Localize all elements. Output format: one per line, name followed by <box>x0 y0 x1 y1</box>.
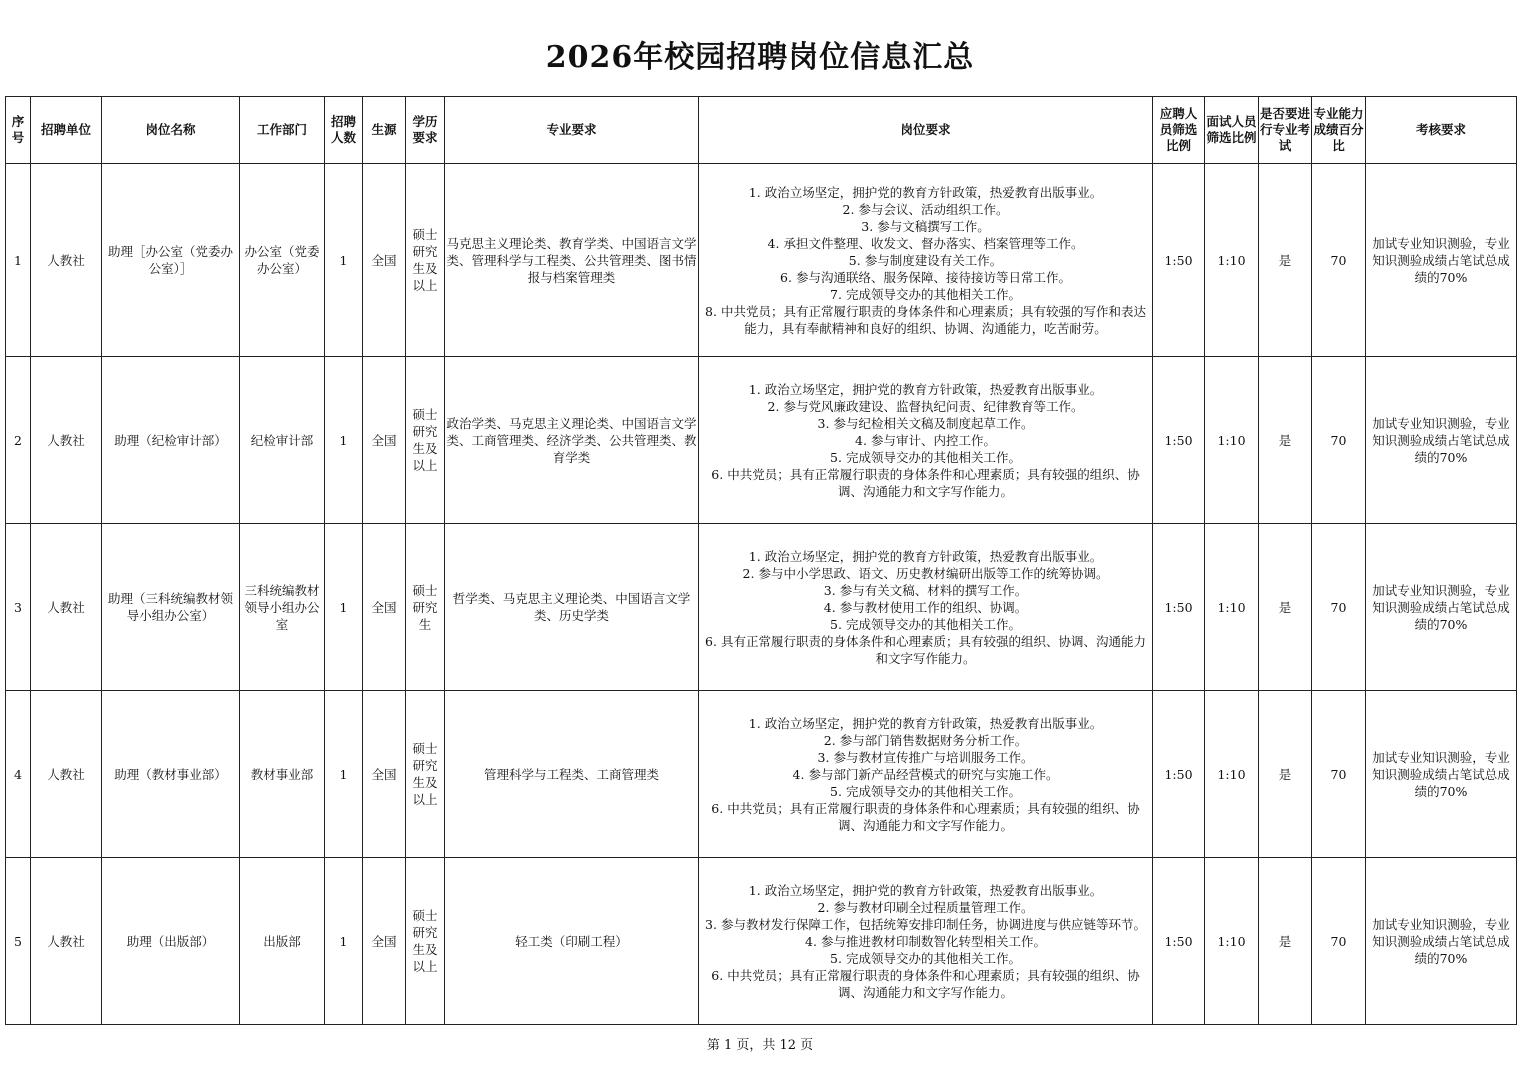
cell-position: 助理（教材事业部） <box>102 691 240 858</box>
requirement-line: 1. 政治立场坚定，拥护党的教育方针政策，热爱教育出版事业。 <box>748 548 1103 564</box>
cell-percent: 70 <box>1312 524 1366 691</box>
cell-exam: 是 <box>1259 858 1312 1025</box>
column-header: 工作部门 <box>240 97 325 164</box>
cell-interview-ratio: 1:10 <box>1205 357 1259 524</box>
requirement-line: 5. 完成领导交办的其他相关工作。 <box>830 950 1021 966</box>
requirement-line: 3. 参与文稿撰写工作。 <box>861 218 990 234</box>
cell-assess: 加试专业知识测验，专业知识测验成绩占笔试总成绩的70% <box>1366 357 1517 524</box>
cell-major: 轻工类（印刷工程） <box>445 858 699 1025</box>
cell-assess: 加试专业知识测验，专业知识测验成绩占笔试总成绩的70% <box>1366 164 1517 357</box>
cell-edu: 硕士研究生及以上 <box>406 164 445 357</box>
cell-unit: 人教社 <box>31 357 102 524</box>
requirement-line: 1. 政治立场坚定，拥护党的教育方针政策，热爱教育出版事业。 <box>748 715 1103 731</box>
cell-requirements <box>699 524 1153 691</box>
cell-apply-ratio: 1:50 <box>1153 524 1205 691</box>
header-row <box>6 97 1517 164</box>
requirement-line: 3. 参与教材宣传推广与培训服务工作。 <box>817 749 1034 765</box>
cell-apply-ratio: 1:50 <box>1153 357 1205 524</box>
requirement-line: 6. 中共党员；具有正常履行职责的身体条件和心理素质；具有较强的组织、协调、沟通能力和文字写作能力。 <box>711 466 1140 499</box>
cell-source: 全国 <box>363 858 406 1025</box>
cell-exam: 是 <box>1259 524 1312 691</box>
requirement-line: 2. 参与党风廉政建设、监督执纪问责、纪律教育等工作。 <box>767 398 1084 414</box>
cell-no: 1 <box>6 164 31 357</box>
cell-assess: 加试专业知识测验，专业知识测验成绩占笔试总成绩的70% <box>1366 691 1517 858</box>
requirement-line: 4. 参与部门新产品经营模式的研究与实施工作。 <box>792 766 1059 782</box>
requirement-line: 3. 参与教材发行保障工作，包括统筹安排印制任务，协调进度与供应链等环节。 <box>705 916 1146 932</box>
requirement-line: 8. 中共党员；具有正常履行职责的身体条件和心理素质；具有较强的写作和表达能力，具有奉献精神和良好的组织、协调、沟通能力，吃苦耐劳。 <box>705 303 1146 336</box>
cell-major: 管理科学与工程类、工商管理类 <box>445 691 699 858</box>
requirement-line: 2. 参与会议、活动组织工作。 <box>842 201 1009 217</box>
cell-percent: 70 <box>1312 691 1366 858</box>
cell-major: 政治学类、马克思主义理论类、中国语言文学类、工商管理类、经济学类、公共管理类、教育学类 <box>445 357 699 524</box>
requirement-line: 4. 参与审计、内控工作。 <box>855 432 996 448</box>
cell-interview-ratio: 1:10 <box>1205 691 1259 858</box>
cell-major: 哲学类、马克思主义理论类、中国语言文学类、历史学类 <box>445 524 699 691</box>
cell-assess: 加试专业知识测验，专业知识测验成绩占笔试总成绩的70% <box>1366 524 1517 691</box>
cell-apply-ratio: 1:50 <box>1153 691 1205 858</box>
cell-dept: 教材事业部 <box>240 691 325 858</box>
cell-position: 助理（纪检审计部） <box>102 357 240 524</box>
column-header: 岗位名称 <box>102 97 240 164</box>
cell-edu: 硕士研究生及以上 <box>406 691 445 858</box>
cell-no: 5 <box>6 858 31 1025</box>
cell-dept: 三科统编教材领导小组办公室 <box>240 524 325 691</box>
requirement-line: 1. 政治立场坚定，拥护党的教育方针政策，热爱教育出版事业。 <box>748 381 1103 397</box>
cell-requirements <box>699 858 1153 1025</box>
column-header: 考核要求 <box>1366 97 1517 164</box>
cell-position: 助理［办公室（党委办公室）］ <box>102 164 240 357</box>
page-number: 第 1 页，共 12 页 <box>706 1038 814 1053</box>
cell-requirements <box>699 164 1153 357</box>
cell-position: 助理（三科统编教材领导小组办公室） <box>102 524 240 691</box>
requirement-line: 1. 政治立场坚定，拥护党的教育方针政策，热爱教育出版事业。 <box>748 882 1103 898</box>
requirement-line: 2. 参与中小学思政、语文、历史教材编研出版等工作的统筹协调。 <box>742 565 1109 581</box>
requirement-line: 2. 参与部门销售数据财务分析工作。 <box>823 732 1028 748</box>
cell-source: 全国 <box>363 524 406 691</box>
cell-edu: 硕士研究生 <box>406 524 445 691</box>
column-header: 专业能力成绩百分比 <box>1312 97 1366 164</box>
cell-interview-ratio: 1:10 <box>1205 164 1259 357</box>
requirement-line: 6. 中共党员；具有正常履行职责的身体条件和心理素质；具有较强的组织、协调、沟通能力和文字写作能力。 <box>711 800 1140 833</box>
column-header: 专业要求 <box>445 97 699 164</box>
requirement-line: 6. 参与沟通联络、服务保障、接待接访等日常工作。 <box>780 269 1071 285</box>
cell-unit: 人教社 <box>31 164 102 357</box>
cell-dept: 办公室（党委办公室） <box>240 164 325 357</box>
cell-interview-ratio: 1:10 <box>1205 858 1259 1025</box>
requirement-line: 4. 参与推进教材印制数智化转型相关工作。 <box>805 933 1046 949</box>
cell-apply-ratio: 1:50 <box>1153 164 1205 357</box>
page-footer <box>0 1034 1520 1053</box>
requirement-line: 5. 参与制度建设有关工作。 <box>848 252 1003 268</box>
cell-interview-ratio: 1:10 <box>1205 524 1259 691</box>
cell-source: 全国 <box>363 357 406 524</box>
cell-assess: 加试专业知识测验，专业知识测验成绩占笔试总成绩的70% <box>1366 858 1517 1025</box>
page-title: 2026年校园招聘岗位信息汇总 <box>545 40 975 75</box>
cell-percent: 70 <box>1312 164 1366 357</box>
cell-position: 助理（出版部） <box>102 858 240 1025</box>
column-header: 序号 <box>6 97 31 164</box>
requirement-line: 5. 完成领导交办的其他相关工作。 <box>830 783 1021 799</box>
requirement-line: 4. 参与教材使用工作的组织、协调。 <box>823 599 1028 615</box>
table-row <box>6 858 1517 1025</box>
requirement-line: 1. 政治立场坚定，拥护党的教育方针政策，热爱教育出版事业。 <box>748 184 1103 200</box>
requirement-line: 6. 具有正常履行职责的身体条件和心理素质；具有较强的组织、协调、沟通能力和文字写作能力。 <box>705 633 1146 666</box>
cell-exam: 是 <box>1259 164 1312 357</box>
cell-count: 1 <box>325 164 363 357</box>
column-header: 招聘人数 <box>325 97 363 164</box>
job-table <box>5 96 1517 1025</box>
cell-source: 全国 <box>363 164 406 357</box>
cell-unit: 人教社 <box>31 691 102 858</box>
table-row <box>6 524 1517 691</box>
requirement-line: 3. 参与有关文稿、材料的撰写工作。 <box>823 582 1028 598</box>
column-header: 招聘单位 <box>31 97 102 164</box>
cell-no: 2 <box>6 357 31 524</box>
requirement-line: 4. 承担文件整理、收发文、督办落实、档案管理等工作。 <box>767 235 1084 251</box>
cell-major: 马克思主义理论类、教育学类、中国语言文学类、管理科学与工程类、公共管理类、图书情报与档案管理类 <box>445 164 699 357</box>
cell-requirements <box>699 691 1153 858</box>
cell-unit: 人教社 <box>31 858 102 1025</box>
requirement-line: 5. 完成领导交办的其他相关工作。 <box>830 449 1021 465</box>
column-header: 学历要求 <box>406 97 445 164</box>
cell-exam: 是 <box>1259 691 1312 858</box>
requirement-line: 7. 完成领导交办的其他相关工作。 <box>830 286 1021 302</box>
cell-percent: 70 <box>1312 858 1366 1025</box>
cell-no: 3 <box>6 524 31 691</box>
cell-no: 4 <box>6 691 31 858</box>
column-header: 应聘人员筛选比例 <box>1153 97 1205 164</box>
cell-percent: 70 <box>1312 357 1366 524</box>
cell-count: 1 <box>325 357 363 524</box>
cell-dept: 出版部 <box>240 858 325 1025</box>
requirement-line: 3. 参与纪检相关文稿及制度起草工作。 <box>817 415 1034 431</box>
cell-edu: 硕士研究生及以上 <box>406 858 445 1025</box>
column-header: 面试人员筛选比例 <box>1205 97 1259 164</box>
requirement-line: 6. 中共党员；具有正常履行职责的身体条件和心理素质；具有较强的组织、协调、沟通能力和文字写作能力。 <box>711 967 1140 1000</box>
cell-dept: 纪检审计部 <box>240 357 325 524</box>
column-header: 生源 <box>363 97 406 164</box>
cell-exam: 是 <box>1259 357 1312 524</box>
requirement-line: 5. 完成领导交办的其他相关工作。 <box>830 616 1021 632</box>
cell-unit: 人教社 <box>31 524 102 691</box>
requirement-line: 2. 参与教材印刷全过程质量管理工作。 <box>817 899 1034 915</box>
column-header: 是否要进行专业考试 <box>1259 97 1312 164</box>
column-header: 岗位要求 <box>699 97 1153 164</box>
cell-count: 1 <box>325 858 363 1025</box>
cell-count: 1 <box>325 524 363 691</box>
cell-count: 1 <box>325 691 363 858</box>
cell-edu: 硕士研究生及以上 <box>406 357 445 524</box>
table-row <box>6 164 1517 357</box>
cell-requirements <box>699 357 1153 524</box>
cell-source: 全国 <box>363 691 406 858</box>
table-row <box>6 357 1517 524</box>
table-row <box>6 691 1517 858</box>
cell-apply-ratio: 1:50 <box>1153 858 1205 1025</box>
